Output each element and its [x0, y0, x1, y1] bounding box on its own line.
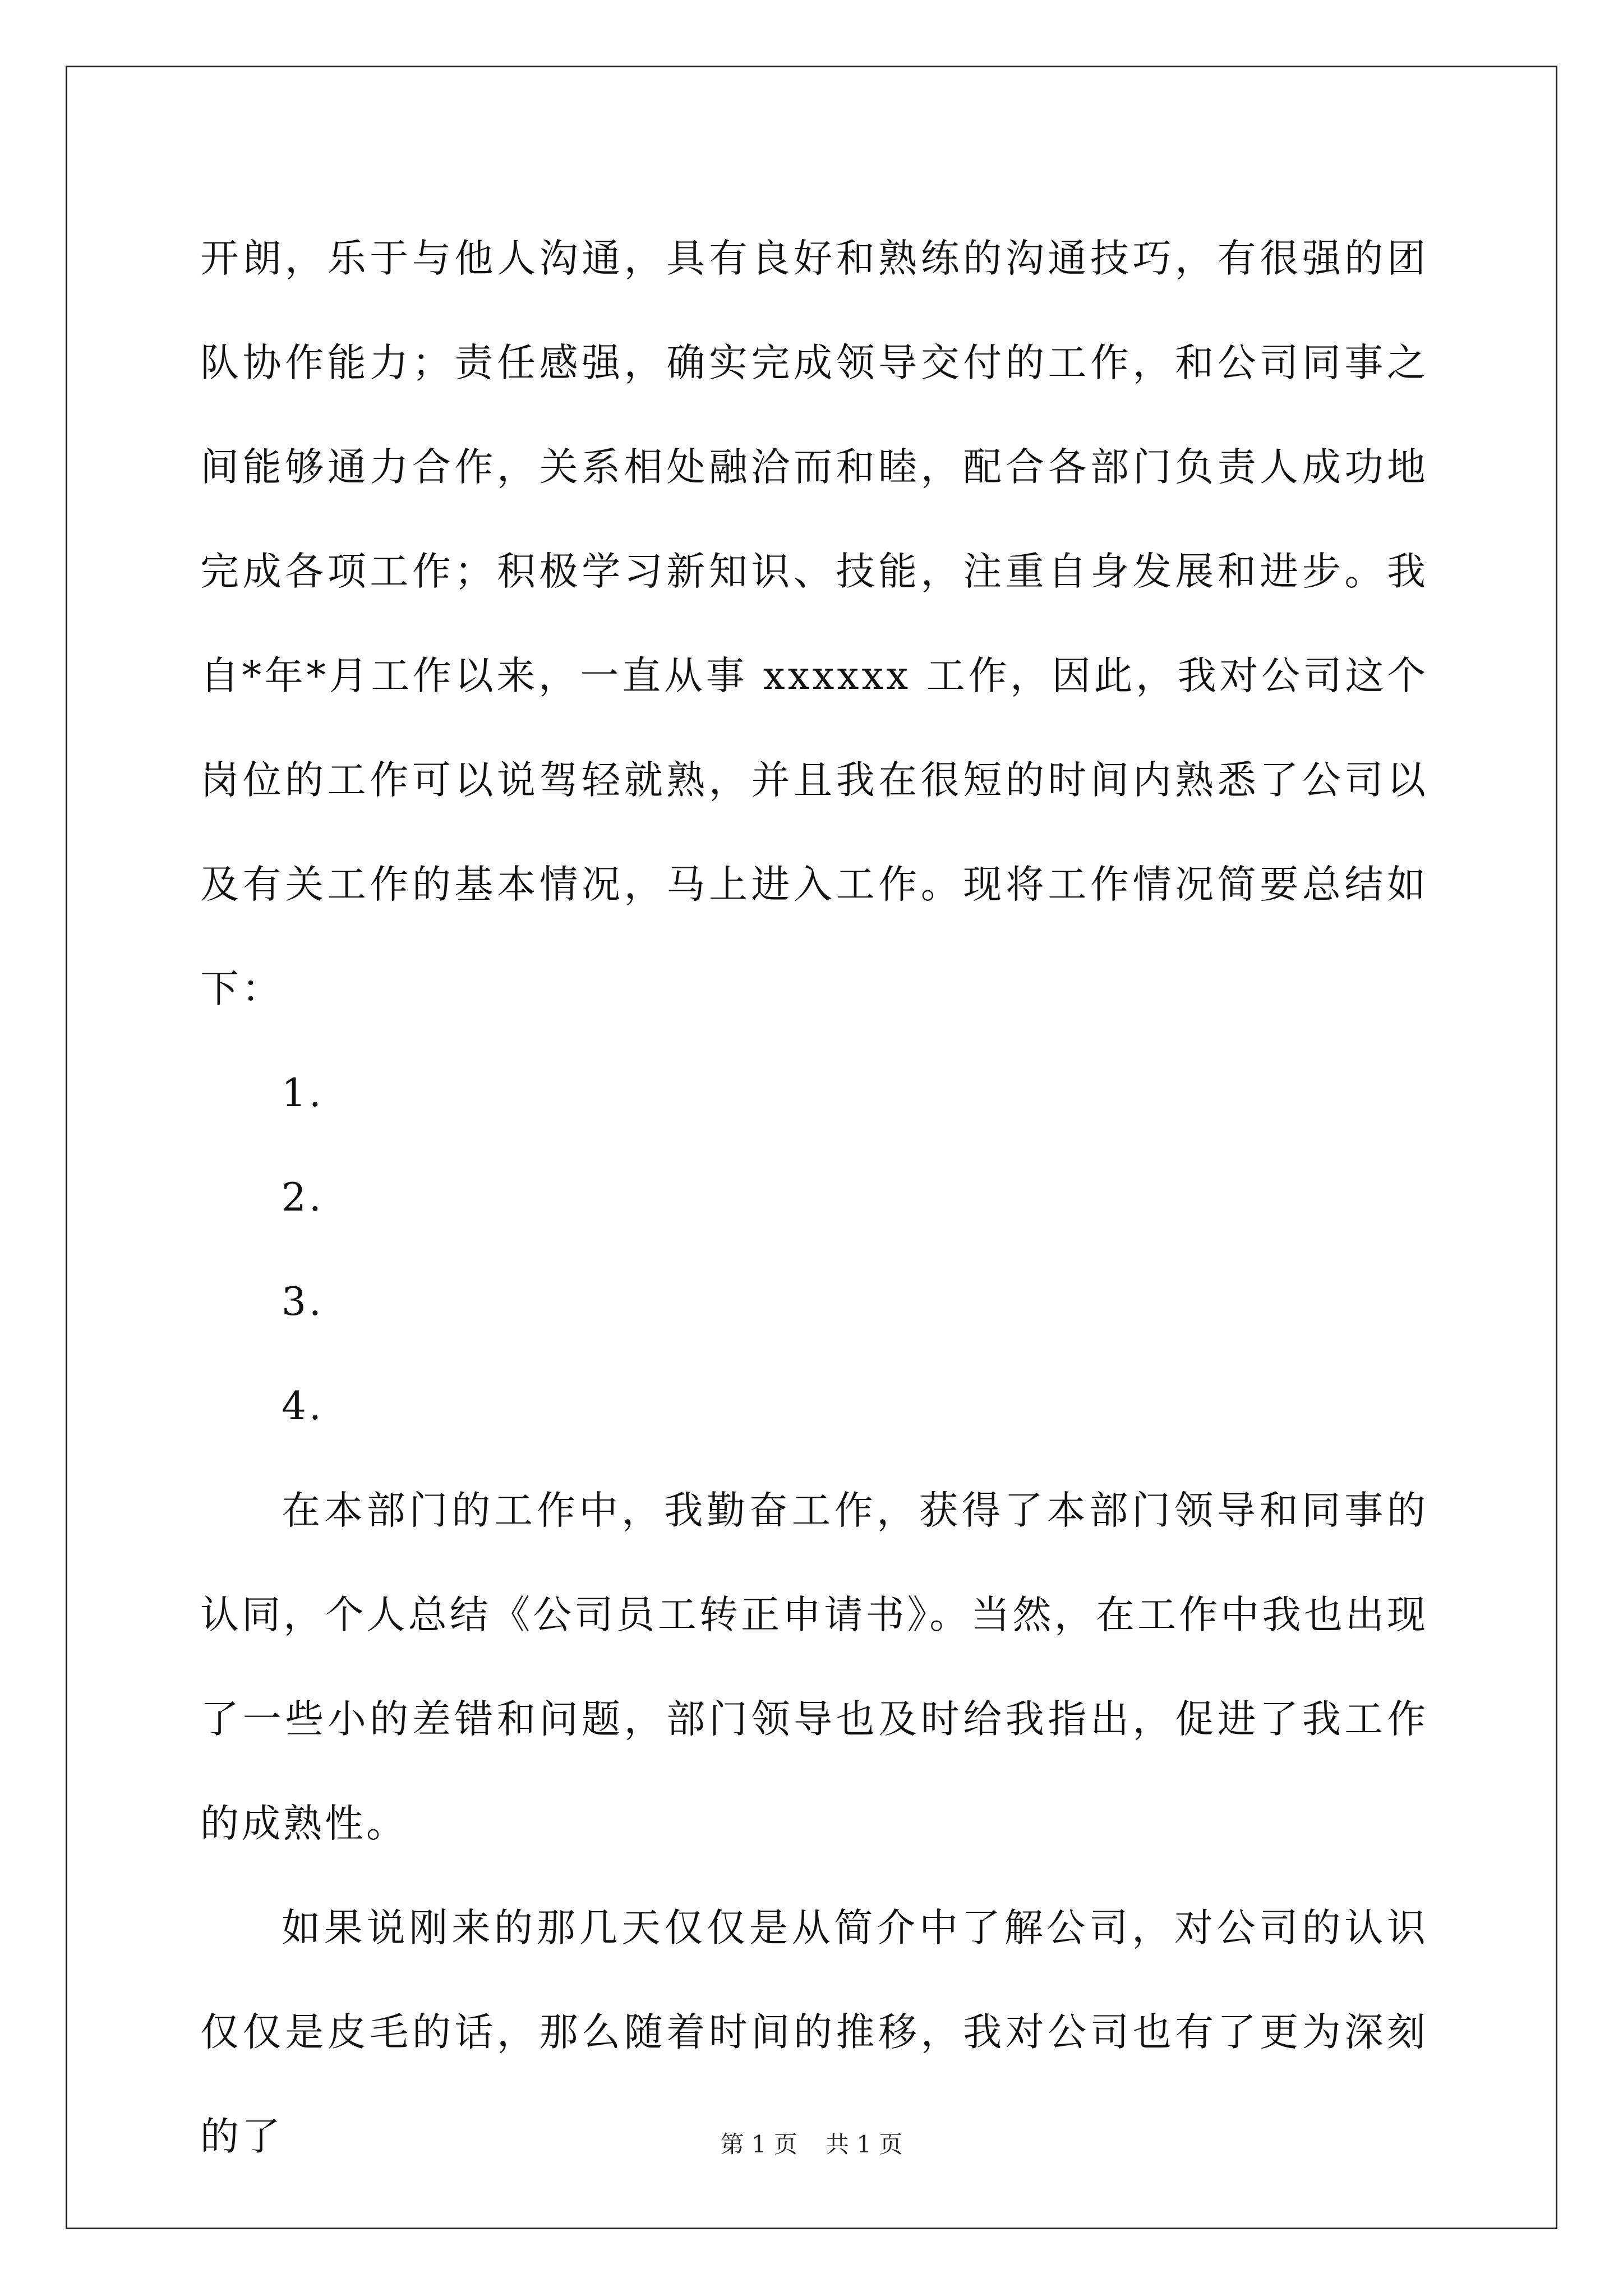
list-item-2: 2. [282, 1175, 324, 1220]
page-number-total: 共 1 页 [826, 2131, 903, 2158]
list-item-1: 1. [282, 1071, 324, 1116]
list-item-3: 3. [282, 1280, 324, 1324]
document-body [200, 206, 1428, 2189]
paragraph-department-work: 在本部门的工作中，我勤奋工作，获得了本部门领导和同事的认同，个人总结《公司员工转正申请书》。当然，在工作中我也出现了一些小的差错和问题，部门领导也及时给我指出，促进了我工作的成熟性。 [200, 1488, 1428, 1846]
list-item-4: 4. [282, 1384, 324, 1429]
paragraph-company-understanding: 如果说刚来的那几天仅仅是从简介中了解公司，对公司的认识仅仅是皮毛的话，那么随着时间的推移，我对公司也有了更为深刻的了 [200, 1906, 1428, 2159]
page-number-current: 第 1 页 [720, 2131, 797, 2158]
paragraph-intro: 开朗，乐于与他人沟通，具有良好和熟练的沟通技巧，有很强的团队协作能力；责任感强，确实完成领导交付的工作，和公司同事之间能够通力合作，关系相处融洽而和睦，配合各部门负责人成功地完成各项工作；积极学习新知识、技能，注重自身发展和进步。我自*年*月工作以来，一直从事 xxxxxx 工作，因此，我对公司这个岗位的工作可以说驾轻就熟，并且我在很短的时间内熟悉了公司以及有关工作的基本情况，马上进入工作。现将工作情况简要总结如下： [200, 236, 1428, 1011]
page-footer [0, 2126, 1623, 2160]
